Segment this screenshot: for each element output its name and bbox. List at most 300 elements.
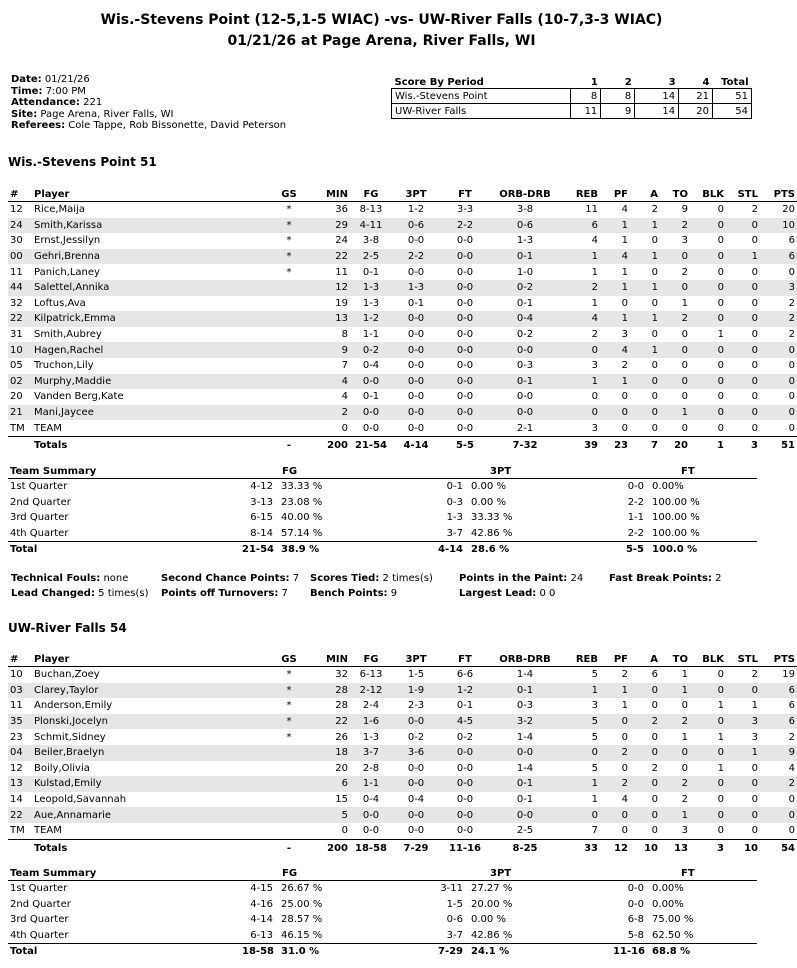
total-orb-drb: 7-32: [490, 436, 560, 454]
cell-ft: 0-0: [456, 329, 474, 341]
column-header-three: 3PT: [392, 652, 440, 667]
cell-a: 1: [630, 280, 660, 296]
cell-a: 1: [630, 342, 660, 358]
cell-a: 0: [651, 266, 658, 278]
cell-pts: 2: [788, 731, 795, 743]
referees-value: Cole Tappe, Rob Bissonette, David Peterson: [68, 120, 287, 131]
player-row: [8, 374, 797, 390]
cell-gs: [270, 358, 308, 374]
cell-to: 1: [681, 669, 688, 681]
cell-player: Rice,Maija: [34, 204, 85, 216]
total-a: 10: [630, 839, 660, 857]
cell-reb: 1: [591, 266, 598, 278]
cell-fg: 2-8: [362, 762, 380, 774]
cell-pf: 0: [621, 731, 628, 743]
cell-reb: 5: [591, 669, 598, 681]
cell-orb-drb: 0-0: [490, 745, 560, 761]
cell-ft: 3-3: [456, 204, 474, 216]
cell-min: 4: [341, 391, 348, 403]
summary-total-cell: Total: [8, 542, 240, 558]
cell-to: 3: [681, 825, 688, 837]
cell-a: 2: [651, 762, 658, 774]
cell-three: 1-3: [392, 280, 440, 296]
summary-cell: 0-3: [446, 496, 464, 508]
total-blk: 3: [690, 839, 726, 857]
cell-three: 0-0: [392, 374, 440, 390]
cell-pf: 4: [600, 249, 630, 265]
cell-orb-drb: 0-1: [516, 297, 534, 309]
cell-fg: 0-1: [362, 391, 380, 403]
cell-min: 12: [308, 280, 350, 296]
player-row: [8, 405, 797, 421]
cell-ft: 1-2: [440, 683, 490, 699]
time-value: 7:00 PM: [45, 85, 86, 97]
cell-pf: 1: [600, 280, 630, 296]
total-ft: 11-16: [440, 839, 490, 857]
referees-line: Referees: Cole Tappe, Rob Bissonette, David Peterson: [11, 120, 287, 131]
cell-player: Gehri,Brenna: [32, 249, 270, 265]
cell-stl: 1: [726, 249, 760, 265]
summary-cell: 4-14: [250, 914, 273, 926]
summary-total-cell: 4-14: [428, 542, 465, 558]
cell-stl: 0: [726, 342, 760, 358]
summary-cell: 0-1: [446, 481, 464, 493]
player-row: [8, 218, 797, 234]
summary-cell: 4th Quarter: [10, 930, 69, 942]
cell-blk: 0: [690, 374, 726, 390]
cell-three: 0-1: [407, 297, 425, 309]
cell-a: 0: [651, 422, 658, 434]
cell-pf: 1: [600, 374, 630, 390]
cell-ft: 0-0: [440, 342, 490, 358]
cell-fg: 8-13: [359, 204, 383, 216]
summary-cell: 6-8: [627, 914, 645, 926]
cell-min: 29: [308, 218, 350, 234]
box-score-header: [8, 187, 797, 202]
column-header-player: Player: [32, 187, 270, 202]
cell-number: 05: [10, 360, 23, 372]
player-row: [8, 264, 797, 280]
summary-cell: 1st Quarter: [10, 481, 68, 493]
cell-ft: 0-1: [456, 700, 474, 712]
cell-fg: 3-7: [350, 745, 392, 761]
cell-reb: 0: [560, 745, 600, 761]
cell-ft: 0-0: [440, 405, 490, 421]
summary-cell: 5-8: [627, 930, 645, 942]
cell-min: 8: [341, 329, 348, 341]
summary-row: [8, 526, 757, 542]
cell-stl: 0: [726, 280, 760, 296]
cell-fg: 6-13: [359, 669, 383, 681]
team-summary-header: [8, 465, 757, 479]
cell-pts: 0: [788, 391, 795, 403]
cell-orb-drb: 0-1: [490, 776, 560, 792]
cell-fg: 1-3: [362, 297, 380, 309]
total-stl: 10: [726, 839, 760, 857]
summary-total-cell: 5-5: [611, 542, 646, 558]
summary-header-cell: Team Summary: [8, 465, 240, 479]
column-header-orb-drb: ORB-DRB: [490, 187, 560, 202]
cell-a: 0: [651, 360, 658, 372]
cell-number: 23: [10, 731, 23, 743]
total-a: 7: [630, 436, 660, 454]
cell-pf: 2: [600, 776, 630, 792]
cell-player: TEAM: [34, 422, 62, 434]
cell-three: 2-2: [392, 249, 440, 265]
column-header-stl: STL: [726, 187, 760, 202]
cell-to: 1: [660, 683, 690, 699]
cell-three: 0-0: [407, 360, 425, 372]
cell-orb-drb: 2-5: [516, 825, 534, 837]
cell-player: Plonski,Jocelyn: [32, 714, 270, 730]
player-row: [8, 202, 797, 218]
summary-cell: 0.00 %: [471, 496, 506, 508]
cell-number: 30: [10, 235, 23, 247]
column-header-pf: PF: [600, 652, 630, 667]
score-by-period-row: UW-River Falls 11 9 14 20 54: [392, 104, 752, 119]
cell-to: 2: [660, 218, 690, 234]
total-orb-drb: 8-25: [490, 839, 560, 857]
cell-fg: 1-1: [362, 329, 380, 341]
cell-stl: 1: [726, 745, 760, 761]
cell-blk: 0: [690, 311, 726, 327]
summary-cell: 3-7: [446, 930, 464, 942]
total-ft: 5-5: [440, 436, 490, 454]
column-header-gs: GS: [270, 652, 308, 667]
column-header-number: #: [8, 187, 32, 202]
cell-stl: 0: [751, 360, 758, 372]
misc-row: Technical Fouls: none Second Chance Points: 7 Scores Tied: 2 times(s) Points in the Paint: 24 Fast Break Points: 2: [11, 573, 722, 584]
cell-fg: 1-2: [350, 311, 392, 327]
cell-ft: 0-0: [440, 374, 490, 390]
cell-a: 6: [651, 669, 658, 681]
date-line: Date: 01/21/26: [11, 74, 90, 85]
summary-header-cell: FG: [240, 867, 428, 881]
cell-player: Panich,Laney: [34, 266, 100, 278]
summary-cell: 75.00 %: [652, 914, 694, 926]
cell-a: 0: [651, 825, 658, 837]
cell-min: 28: [335, 700, 348, 712]
cell-fg: 2-5: [350, 249, 392, 265]
summary-cell: 33.33 %: [281, 481, 323, 493]
column-header-number: #: [8, 652, 32, 667]
cell-pts: 0: [788, 266, 795, 278]
column-header-min: MIN: [308, 187, 350, 202]
cell-pf: 0: [600, 714, 630, 730]
cell-fg: 3-8: [362, 235, 380, 247]
cell-pts: 0: [788, 825, 795, 837]
total-number: [8, 436, 32, 454]
cell-pf: 1: [621, 266, 628, 278]
cell-gs: [270, 389, 308, 405]
cell-to: 0: [660, 374, 690, 390]
column-header-pts: PTS: [760, 187, 797, 202]
cell-reb: 2: [591, 329, 598, 341]
cell-number: 04: [8, 745, 32, 761]
cell-gs: [270, 311, 308, 327]
summary-cell: 6-13: [250, 930, 273, 942]
cell-gs: *: [270, 714, 308, 730]
cell-ft: 2-2: [440, 218, 490, 234]
cell-a: 0: [630, 405, 660, 421]
cell-pts: 19: [782, 669, 795, 681]
cell-number: 22: [8, 807, 32, 823]
total-min: 200: [308, 436, 350, 454]
cell-stl: 0: [726, 683, 760, 699]
summary-total-cell: 24.1 %: [465, 944, 611, 960]
cell-orb-drb: 0-0: [490, 807, 560, 823]
cell-blk: 0: [690, 342, 726, 358]
cell-number: 10: [8, 342, 32, 358]
total-fg: 21-54: [350, 436, 392, 454]
cell-ft: 0-0: [456, 391, 474, 403]
player-row: [8, 296, 797, 312]
cell-three: 0-0: [407, 266, 425, 278]
cell-reb: 1: [560, 776, 600, 792]
cell-blk: 0: [717, 266, 724, 278]
cell-a: 0: [630, 374, 660, 390]
summary-cell: 0.00%: [652, 898, 684, 910]
cell-number: 35: [8, 714, 32, 730]
cell-fg: 0-0: [362, 422, 380, 434]
cell-gs: *: [286, 669, 292, 681]
cell-orb-drb: 0-6: [490, 218, 560, 234]
cell-number: 11: [10, 700, 23, 712]
summary-total-cell: 18-58: [240, 944, 275, 960]
cell-reb: 1: [560, 374, 600, 390]
cell-ft: 0-0: [456, 297, 474, 309]
summary-cell: 3-7: [446, 528, 464, 540]
total-pf: 23: [600, 436, 630, 454]
summary-cell: 0-0: [627, 883, 645, 895]
cell-a: 0: [651, 700, 658, 712]
totals-row: [8, 839, 797, 857]
column-header-reb: REB: [560, 652, 600, 667]
cell-to: 0: [681, 360, 688, 372]
cell-blk: 0: [690, 683, 726, 699]
summary-total-row: [8, 944, 757, 960]
cell-player: Leopold,Savannah: [34, 794, 127, 806]
team-title-home: UW-River Falls 54: [8, 621, 127, 635]
site-line: Site: Page Arena, River Falls, WI: [11, 108, 174, 120]
column-header-three: 3PT: [392, 187, 440, 202]
summary-total-cell: Total: [8, 944, 240, 960]
cell-reb: 0: [560, 405, 600, 421]
score-by-period-table: [391, 76, 752, 119]
player-row: [8, 233, 797, 249]
cell-blk: 0: [690, 218, 726, 234]
cell-ft: 0-0: [456, 794, 474, 806]
summary-cell: 0.00%: [652, 883, 684, 895]
cell-orb-drb: 1-4: [516, 731, 534, 743]
cell-blk: 0: [717, 422, 724, 434]
summary-cell: 26.67 %: [281, 883, 323, 895]
total-min: 200: [308, 839, 350, 857]
cell-blk: 0: [717, 235, 724, 247]
cell-to: 3: [681, 235, 688, 247]
cell-orb-drb: 1-0: [516, 266, 534, 278]
cell-reb: 5: [591, 731, 598, 743]
cell-to: 0: [681, 329, 688, 341]
cell-reb: 4: [560, 311, 600, 327]
cell-orb-drb: 0-1: [516, 794, 534, 806]
cell-reb: 4: [591, 235, 598, 247]
cell-three: 0-2: [407, 731, 425, 743]
cell-to: 1: [681, 731, 688, 743]
cell-pf: 1: [621, 700, 628, 712]
cell-three: 0-0: [392, 807, 440, 823]
cell-stl: 0: [751, 266, 758, 278]
cell-to: 1: [681, 297, 688, 309]
box-score-header: [8, 652, 797, 667]
cell-reb: 5: [591, 762, 598, 774]
cell-blk: 0: [717, 297, 724, 309]
cell-pf: 0: [600, 807, 630, 823]
summary-total-cell: 68.8 %: [646, 944, 757, 960]
cell-to: 0: [681, 422, 688, 434]
cell-blk: 0: [717, 825, 724, 837]
summary-total-cell: 7-29: [428, 944, 465, 960]
cell-reb: 6: [560, 218, 600, 234]
player-row: [8, 420, 797, 436]
cell-pts: 0: [760, 807, 797, 823]
player-row: [8, 729, 797, 745]
cell-blk: 0: [690, 745, 726, 761]
cell-pts: 0: [788, 422, 795, 434]
cell-orb-drb: 0-0: [490, 405, 560, 421]
cell-three: 3-6: [392, 745, 440, 761]
summary-cell: 3rd Quarter: [10, 914, 69, 926]
summary-total-cell: 31.0 %: [275, 944, 428, 960]
cell-player: Ernst,Jessilyn: [34, 235, 101, 247]
cell-to: 2: [660, 311, 690, 327]
cell-pts: 6: [788, 235, 795, 247]
player-row: [8, 327, 797, 343]
summary-row: [8, 510, 757, 526]
cell-pf: 3: [621, 329, 628, 341]
cell-min: 36: [335, 204, 348, 216]
summary-cell: 20.00 %: [471, 898, 513, 910]
summary-cell: 33.33 %: [471, 512, 513, 524]
cell-ft: 6-6: [456, 669, 474, 681]
summary-cell: 27.27 %: [471, 883, 513, 895]
player-row: [8, 761, 797, 777]
score-by-period-header: Score By Period 1 2 3 4 Total: [392, 76, 752, 89]
cell-pf: 2: [600, 745, 630, 761]
cell-reb: 0: [560, 807, 600, 823]
cell-reb: 1: [591, 297, 598, 309]
cell-ft: 0-0: [440, 776, 490, 792]
cell-player: Murphy,Maddie: [32, 374, 270, 390]
cell-min: 22: [308, 714, 350, 730]
cell-reb: 1: [560, 683, 600, 699]
cell-three: 0-0: [407, 762, 425, 774]
cell-stl: 0: [726, 405, 760, 421]
cell-number: 21: [8, 405, 32, 421]
date-value: 01/21/26: [44, 74, 90, 85]
cell-to: 0: [681, 762, 688, 774]
cell-pts: 0: [760, 374, 797, 390]
cell-to: 0: [681, 700, 688, 712]
player-row: [8, 823, 797, 839]
cell-gs: [270, 776, 308, 792]
cell-blk: 0: [690, 405, 726, 421]
summary-cell: 1-5: [446, 898, 464, 910]
cell-player: Salettel,Annika: [32, 280, 270, 296]
cell-to: 9: [681, 204, 688, 216]
cell-player: Boily,Olivia: [34, 762, 90, 774]
cell-orb-drb: 0-2: [516, 329, 534, 341]
cell-stl: 0: [751, 391, 758, 403]
cell-number: 10: [10, 669, 23, 681]
cell-stl: 0: [751, 329, 758, 341]
summary-cell: 4-16: [250, 898, 273, 910]
cell-to: 0: [660, 280, 690, 296]
summary-row: [8, 897, 757, 913]
cell-player: Loftus,Ava: [34, 297, 86, 309]
summary-cell: 42.86 %: [471, 930, 513, 942]
cell-blk: 1: [717, 329, 724, 341]
cell-stl: 2: [751, 669, 758, 681]
total-reb: 33: [560, 839, 600, 857]
cell-number: 24: [8, 218, 32, 234]
cell-orb-drb: 0-2: [490, 280, 560, 296]
column-header-player: Player: [32, 652, 270, 667]
summary-cell: 2nd Quarter: [10, 496, 71, 508]
cell-orb-drb: 2-1: [516, 422, 534, 434]
cell-number: 32: [10, 297, 23, 309]
column-header-pf: PF: [600, 187, 630, 202]
cell-gs: *: [286, 204, 292, 216]
total-pts: 54: [760, 839, 797, 857]
cell-a: 0: [651, 794, 658, 806]
cell-min: 4: [308, 374, 350, 390]
cell-min: 6: [308, 776, 350, 792]
cell-number: 02: [8, 374, 32, 390]
summary-total-cell: 38.9 %: [275, 542, 428, 558]
player-row: [8, 249, 797, 265]
cell-player: Buchan,Zoey: [34, 669, 100, 681]
cell-orb-drb: 0-1: [490, 683, 560, 699]
player-row: [8, 807, 797, 823]
summary-cell: 40.00 %: [281, 512, 323, 524]
player-row: [8, 280, 797, 296]
cell-blk: 0: [690, 776, 726, 792]
cell-pf: 0: [621, 422, 628, 434]
total-gs: -: [270, 436, 308, 454]
summary-header-cell: FG: [240, 465, 428, 479]
cell-a: 1: [630, 218, 660, 234]
cell-pf: 0: [621, 297, 628, 309]
summary-cell: 3-11: [440, 883, 464, 895]
total-fg: 18-58: [350, 839, 392, 857]
summary-cell: 0.00 %: [471, 481, 506, 493]
cell-three: 0-6: [392, 218, 440, 234]
column-header-fg: FG: [350, 652, 392, 667]
cell-gs: [270, 745, 308, 761]
cell-min: 18: [308, 745, 350, 761]
cell-reb: 1: [560, 249, 600, 265]
cell-stl: 0: [751, 235, 758, 247]
cell-orb-drb: 1-3: [516, 235, 534, 247]
total-reb: 39: [560, 436, 600, 454]
cell-ft: 0-0: [440, 807, 490, 823]
cell-player: Aue,Annamarie: [32, 807, 270, 823]
player-row: [8, 342, 797, 358]
cell-to: 0: [660, 342, 690, 358]
cell-to: 0: [660, 745, 690, 761]
summary-total-cell: 21-54: [240, 542, 275, 558]
